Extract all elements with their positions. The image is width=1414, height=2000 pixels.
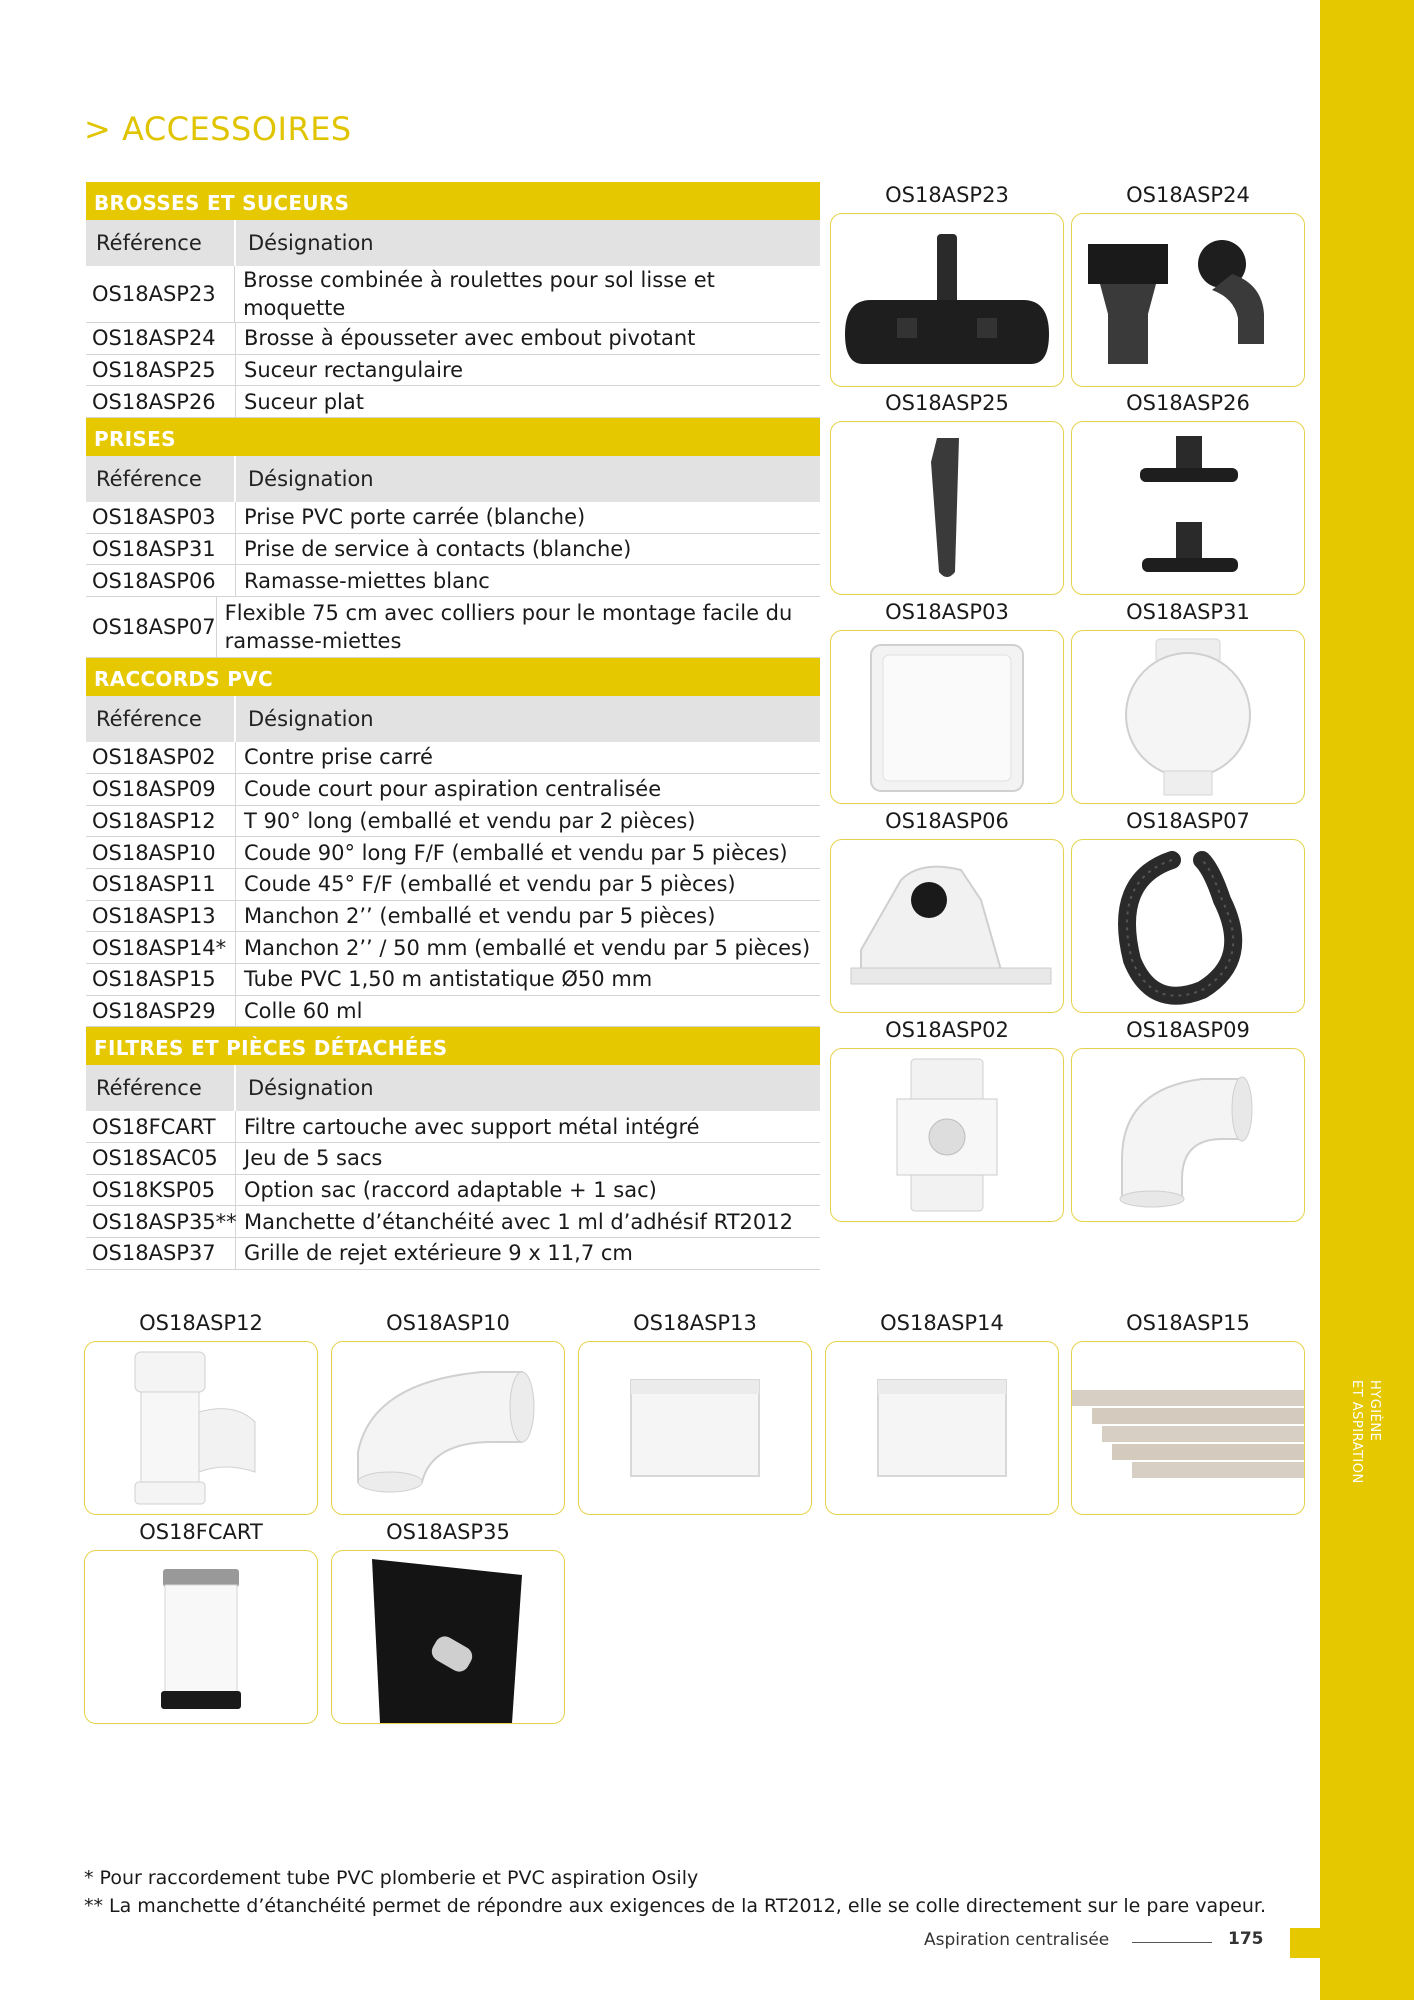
col-reference: Référence [86, 456, 236, 502]
product-image [84, 1550, 318, 1724]
column-header [86, 1065, 820, 1111]
product-label: OS18ASP12 [139, 1311, 263, 1335]
product-image [1071, 1048, 1305, 1222]
cell-ref: OS18ASP06 [86, 565, 236, 596]
cell-ref: OS18ASP11 [86, 869, 236, 900]
product-image [830, 630, 1064, 804]
product-label: OS18ASP35 [386, 1520, 510, 1544]
cell-ref: OS18FCART [86, 1111, 236, 1142]
product-image [84, 1341, 318, 1515]
cell-des: Coude court pour aspiration centralisée [244, 777, 662, 802]
dustpan-inlet-icon [831, 840, 1063, 1012]
table-row [86, 996, 820, 1028]
col-reference: Référence [86, 696, 236, 742]
cell-ref: OS18ASP29 [86, 996, 236, 1027]
product-label: OS18ASP10 [386, 1311, 510, 1335]
cell-des: Manchon 2’’ / 50 mm (emballé et vendu par 5 pièces) [244, 935, 811, 960]
product-card [830, 389, 1064, 595]
cell-des: Contre prise carré [244, 745, 433, 770]
section-brosses [86, 182, 820, 418]
cell-des: Coude 45° F/F (emballé et vendu par 5 pièces) [244, 872, 736, 897]
cell-ref: OS18ASP02 [86, 742, 236, 773]
cell-ref: OS18SAC05 [86, 1143, 236, 1174]
column-header [86, 220, 820, 266]
cell-ref: OS18ASP35** [86, 1206, 236, 1237]
col-designation: Désignation [248, 707, 374, 732]
cell-des: Suceur rectangulaire [244, 358, 464, 383]
sleeve-coupling-icon [579, 1342, 811, 1514]
product-image [825, 1341, 1059, 1515]
product-card [830, 1016, 1064, 1222]
col-designation: Désignation [248, 231, 374, 255]
product-card [830, 181, 1064, 387]
product-label: OS18ASP25 [885, 391, 1009, 415]
column-header [86, 456, 820, 502]
product-image [1071, 839, 1305, 1013]
footer-divider [1132, 1942, 1212, 1943]
product-label: OS18ASP09 [1126, 1018, 1250, 1042]
cell-des: Flexible 75 cm avec colliers pour le montage facile du ramasse-miettes [224, 601, 793, 654]
product-card [84, 1309, 318, 1515]
cell-ref: OS18ASP07 [86, 597, 217, 657]
cell-ref: OS18ASP09 [86, 774, 236, 805]
section-filtres [86, 1027, 820, 1269]
flat-nozzle-icon [1072, 422, 1304, 594]
table-row [86, 386, 820, 418]
product-card [331, 1518, 565, 1724]
section-title: BROSSES ET SUCEURS [86, 182, 820, 220]
tee-fitting-icon [85, 1342, 317, 1514]
service-inlet-icon [1072, 631, 1304, 803]
table-row [86, 869, 820, 901]
product-image [331, 1341, 565, 1515]
section-title: RACCORDS PVC [86, 658, 820, 696]
footer-section: Aspiration centralisée [924, 1930, 1110, 1950]
product-label: OS18ASP02 [885, 1018, 1009, 1042]
product-image [1071, 421, 1305, 595]
pvc-pipes-icon [1072, 1342, 1304, 1514]
cell-ref: OS18ASP12 [86, 806, 236, 837]
side-label-line2: ET ASPIRATION [1349, 1380, 1364, 1484]
table-row [86, 355, 820, 387]
table-row [86, 1143, 820, 1175]
cell-ref: OS18ASP03 [86, 502, 236, 533]
product-label: OS18ASP24 [1126, 183, 1250, 207]
product-card [1071, 598, 1305, 804]
col-reference: Référence [86, 220, 236, 266]
footnote-2: ** La manchette d’étanchéité permet de répondre aux exigences de la RT2012, elle se colle directement sur le pare vapeur. [84, 1895, 1266, 1917]
cell-ref: OS18ASP13 [86, 901, 236, 932]
side-section-label [1342, 1380, 1392, 1580]
sealing-sleeve-icon [332, 1551, 564, 1723]
col-designation: Désignation [248, 1076, 374, 1101]
col-reference: Référence [86, 1065, 236, 1111]
footnotes [84, 1864, 1266, 1920]
cell-ref: OS18ASP26 [86, 386, 236, 417]
product-label: OS18ASP23 [885, 183, 1009, 207]
product-label: OS18ASP14 [880, 1311, 1004, 1335]
table-row [86, 597, 820, 658]
section-title: PRISES [86, 418, 820, 456]
product-label: OS18ASP31 [1126, 600, 1250, 624]
product-label: OS18ASP06 [885, 809, 1009, 833]
side-label-line1: HYGIÈNE [1367, 1380, 1382, 1442]
product-card [1071, 181, 1305, 387]
table-row [86, 774, 820, 806]
cell-des: Suceur plat [244, 389, 364, 414]
cell-des: Option sac (raccord adaptable + 1 sac) [244, 1178, 657, 1203]
section-prises [86, 418, 820, 658]
product-label: OS18ASP07 [1126, 809, 1250, 833]
cartridge-filter-icon [85, 1551, 317, 1723]
cell-des: Jeu de 5 sacs [244, 1146, 383, 1171]
table-row [86, 837, 820, 869]
cell-des: T 90° long (emballé et vendu par 2 pièces) [244, 808, 696, 833]
cell-des: Colle 60 ml [244, 998, 363, 1023]
table-row [86, 1175, 820, 1207]
product-image [578, 1341, 812, 1515]
table-row [86, 1206, 820, 1238]
cell-ref: OS18ASP31 [86, 534, 236, 565]
cell-ref: OS18ASP37 [86, 1238, 236, 1269]
square-inlet-icon [831, 631, 1063, 803]
product-card [1071, 807, 1305, 1013]
product-image [1071, 630, 1305, 804]
table-row [86, 323, 820, 355]
cell-ref: OS18ASP14* [86, 932, 236, 963]
dusting-brush-icon [1072, 214, 1304, 386]
table-row [86, 742, 820, 774]
cell-des: Manchette d’étanchéité avec 1 ml d’adhésif RT2012 [244, 1209, 793, 1234]
table-row [86, 964, 820, 996]
table-row [86, 565, 820, 597]
col-designation: Désignation [248, 467, 374, 492]
cell-ref: OS18KSP05 [86, 1175, 236, 1206]
section-raccords [86, 658, 820, 1027]
cell-ref: OS18ASP24 [86, 323, 236, 354]
footer-tab [1290, 1928, 1320, 1958]
table-row [86, 932, 820, 964]
product-card [830, 807, 1064, 1013]
product-label: OS18ASP13 [633, 1311, 757, 1335]
sleeve-coupling-icon [826, 1342, 1058, 1514]
product-label: OS18ASP26 [1126, 391, 1250, 415]
product-card [1071, 1309, 1305, 1515]
cell-ref: OS18ASP15 [86, 964, 236, 995]
flexible-hose-icon [1072, 840, 1304, 1012]
cell-ref: OS18ASP23 [86, 266, 235, 322]
page-number: 175 [1228, 1929, 1264, 1949]
product-card [825, 1309, 1059, 1515]
product-image [830, 1048, 1064, 1222]
crevice-nozzle-icon [831, 422, 1063, 594]
table-row [86, 901, 820, 933]
short-elbow-icon [1072, 1049, 1304, 1221]
cell-ref: OS18ASP25 [86, 355, 236, 386]
long-elbow-icon [332, 1342, 564, 1514]
column-header [86, 696, 820, 742]
product-card [578, 1309, 812, 1515]
cell-des: Coude 90° long F/F (emballé et vendu par 5 pièces) [244, 840, 788, 865]
table-row [86, 1238, 820, 1270]
side-band [1320, 0, 1414, 2000]
cell-des: Tube PVC 1,50 m antistatique Ø50 mm [244, 967, 653, 992]
cell-des: Grille de rejet extérieure 9 x 11,7 cm [244, 1241, 633, 1266]
cell-des: Ramasse-miettes blanc [244, 568, 490, 593]
product-image [830, 839, 1064, 1013]
product-image [331, 1550, 565, 1724]
cell-des: Filtre cartouche avec support métal intégré [244, 1114, 700, 1139]
footnote-1: * Pour raccordement tube PVC plomberie et PVC aspiration Osily [84, 1867, 699, 1889]
cell-des: Prise PVC porte carrée (blanche) [244, 505, 586, 530]
product-card [1071, 1016, 1305, 1222]
cell-ref: OS18ASP10 [86, 837, 236, 868]
cell-des: Brosse à épousseter avec embout pivotant [244, 326, 696, 351]
floor-brush-icon [831, 214, 1063, 386]
product-label: OS18ASP03 [885, 600, 1009, 624]
cell-des: Prise de service à contacts (blanche) [244, 537, 632, 562]
product-image [830, 421, 1064, 595]
product-image [1071, 213, 1305, 387]
accessories-tables [86, 182, 820, 1270]
product-card [84, 1518, 318, 1724]
table-row [86, 502, 820, 534]
cell-des: Manchon 2’’ (emballé et vendu par 5 pièces) [244, 903, 716, 928]
mounting-plate-icon [831, 1049, 1063, 1221]
section-title: FILTRES ET PIÈCES DÉTACHÉES [86, 1027, 820, 1065]
cell-des: Brosse combinée à roulettes pour sol lisse et moquette [243, 268, 715, 320]
product-card [1071, 389, 1305, 595]
product-label: OS18FCART [139, 1520, 263, 1544]
page-title: > ACCESSOIRES [84, 110, 352, 148]
product-card [830, 598, 1064, 804]
product-image [830, 213, 1064, 387]
product-label: OS18ASP15 [1126, 1311, 1250, 1335]
product-card [331, 1309, 565, 1515]
table-row [86, 806, 820, 838]
table-row [86, 266, 820, 323]
table-row [86, 1111, 820, 1143]
product-image [1071, 1341, 1305, 1515]
table-row [86, 534, 820, 566]
